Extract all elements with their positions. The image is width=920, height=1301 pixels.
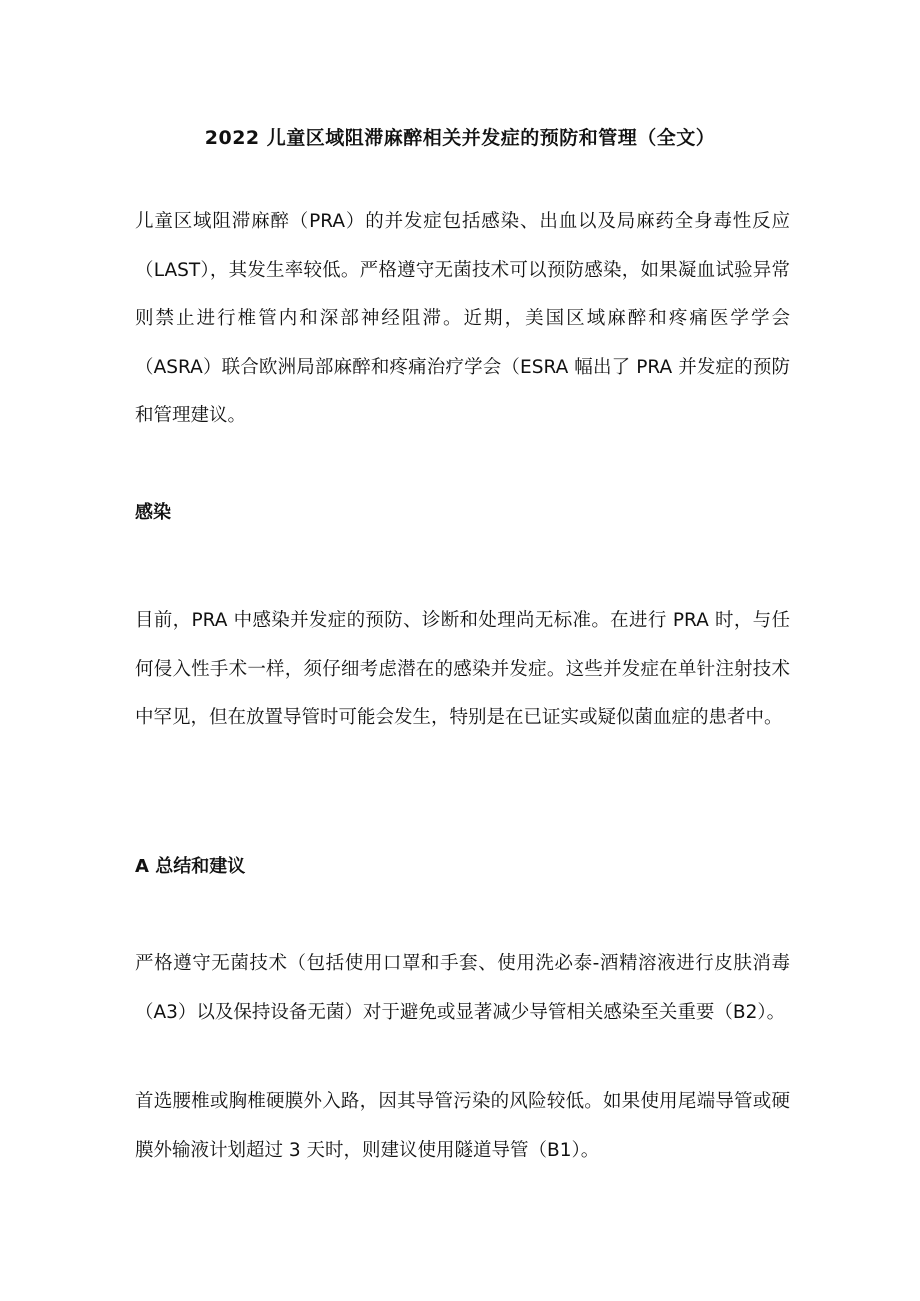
section-heading-infection: 感染 (135, 502, 171, 523)
intro-paragraph: 儿童区域阻滞麻醉（PRA）的并发症包括感染、出血以及局麻药全身毒性反应（LAST），其发生率较低。严格遵守无菌技术可以预防感染，如果凝血试验异常则禁止进行椎管内和深部神经阻滞。近期，美国区域麻醉和疼痛医学学会（ASRA）联合欧洲局部麻醉和疼痛治疗学会（ESRA 幅出了 PRA 并发症的预防和管理建议。 (135, 211, 790, 426)
summary-paragraph-epidural: 首选腰椎或胸椎硬膜外入路，因其导管污染的风险较低。如果使用尾端导管或硬膜外输液计划超过 3 天时，则建议使用隧道导管（B1）。 (135, 1091, 790, 1161)
summary-paragraph-aseptic: 严格遵守无菌技术（包括使用口罩和手套、使用洗必泰-酒精溶液进行皮肤消毒（A3）以及保持设备无菌）对于避免或显著减少导管相关感染至关重要（B2）。 (135, 953, 790, 1023)
section-heading-summary: A 总结和建议 (135, 856, 246, 877)
document-title: 2022 儿童区域阻滞麻醉相关并发症的预防和管理（全文） (204, 127, 716, 149)
infection-paragraph: 目前，PRA 中感染并发症的预防、诊断和处理尚无标准。在进行 PRA 时，与任何侵入性手术一样，须仔细考虑潜在的感染并发症。这些并发症在单针注射技术中罕见，但在放置导管时可能会发生，特别是在已证实或疑似菌血症的患者中。 (135, 610, 790, 728)
